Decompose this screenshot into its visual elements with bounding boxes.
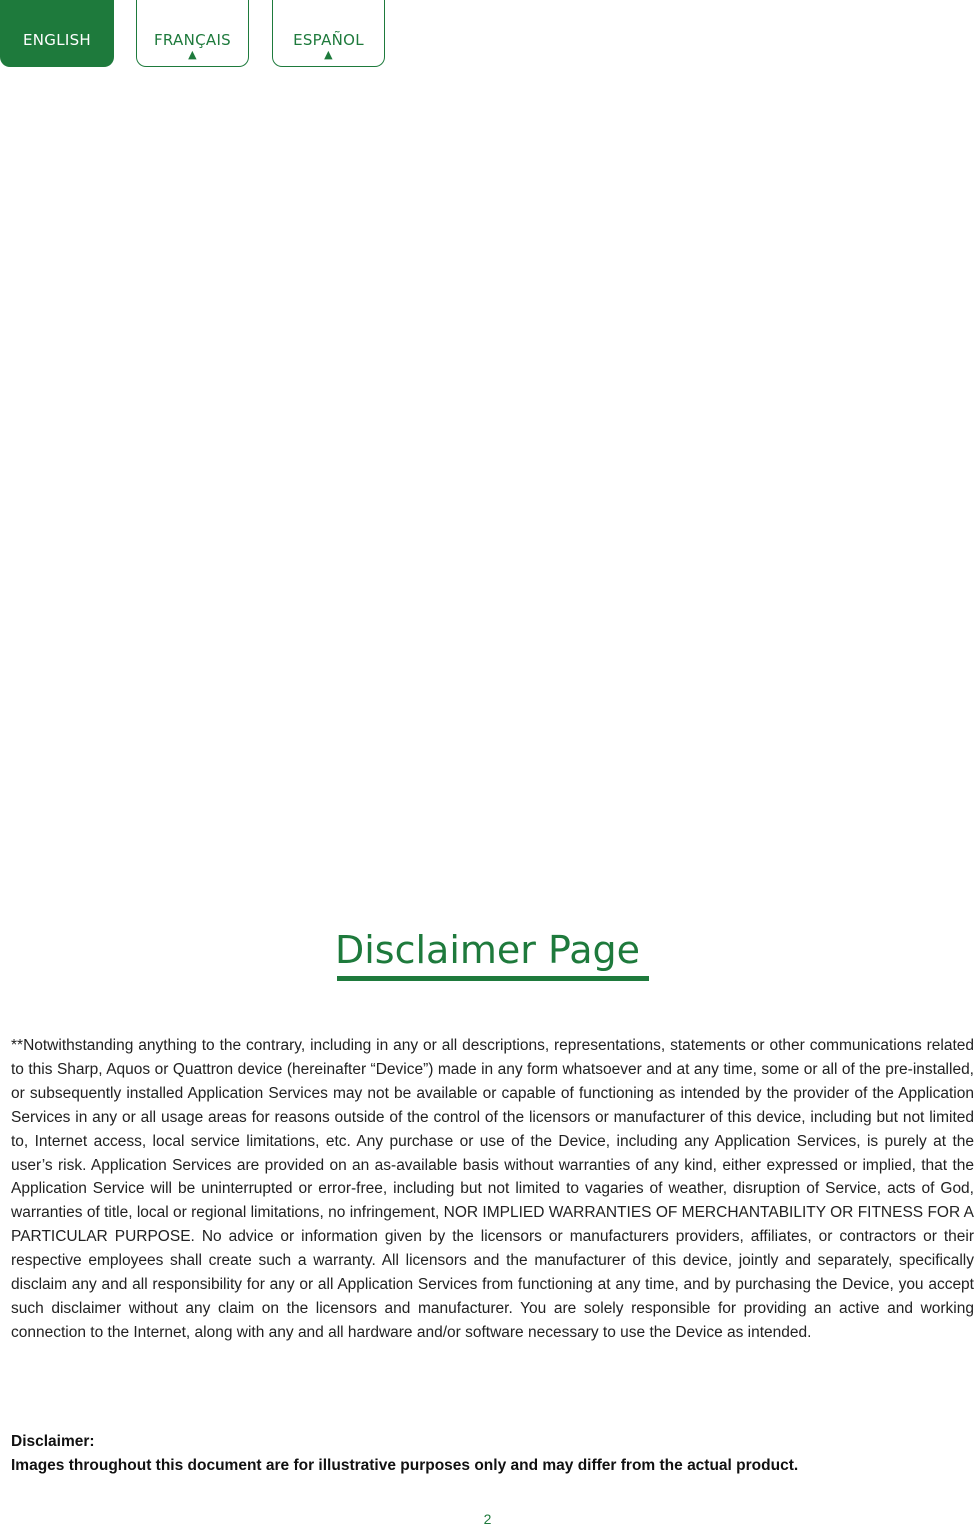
tab-english-label: ENGLISH <box>22 31 91 49</box>
title-underline <box>337 976 649 981</box>
page-number: 2 <box>483 1511 492 1527</box>
triangle-up-icon: ▲ <box>188 48 197 61</box>
tab-french[interactable] <box>136 0 249 67</box>
triangle-up-icon: ▲ <box>324 48 333 61</box>
tab-spanish-label: ESPAÑOL <box>293 31 364 49</box>
page-title: Disclaimer Page <box>334 928 640 972</box>
tab-spanish[interactable] <box>272 0 385 67</box>
disclaimer-note: Images throughout this document are for illustrative purposes only and may differ from the actual product. <box>11 1457 799 1474</box>
disclaimer-label: Disclaimer: <box>11 1433 95 1450</box>
tab-french-label: FRANÇAIS <box>153 31 231 49</box>
disclaimer-body: **Notwithstanding anything to the contrary, including in any or all descriptions, representations, statements or other communications related to this Sharp, Aquos or Quattron device (hereinafter “Device”) made in any form whatsoever and at any time, some or all of the pre-installed, or subsequently installed Application Services may not be available or capable of functioning as intended by the provider of the Application Services in any or all usage areas for reasons outside of the control of the licensors or manufacturer of this device, including but not limited to, Internet access, local service limitations, etc. Any purchase or use of the Device, including any Application Services, is purely at the user’s risk. Application Services are provided on an as-available basis without warranties of any kind, either expressed or implied, that the Application Service will be uninterrupted or error-free, including but not limited to vagaries of weather, disruption of Service, acts of God, warranties of title, local or regional limitations, no infringement, NOR IMPLIED WARRANTIES OF MERCHANTABILITY OR FITNESS FOR A PARTICULAR PURPOSE. No advice or information given by the licensors or manufacturers providers, affiliates, or contractors or their respective employees shall create such a warranty. All licensors and the manufacturer of this device, jointly and separately, specifically disclaim any and all responsibility for any or all Application Services from functioning at any time, and by purchasing the Device, you accept such disclaimer without any claim on the licensors and manufacturer. You are solely responsible for providing an active and working connection to the Internet, along with any and all hardware and/or software necessary to use the Device as intended. <box>11 1037 974 1341</box>
tab-english[interactable] <box>0 0 114 67</box>
